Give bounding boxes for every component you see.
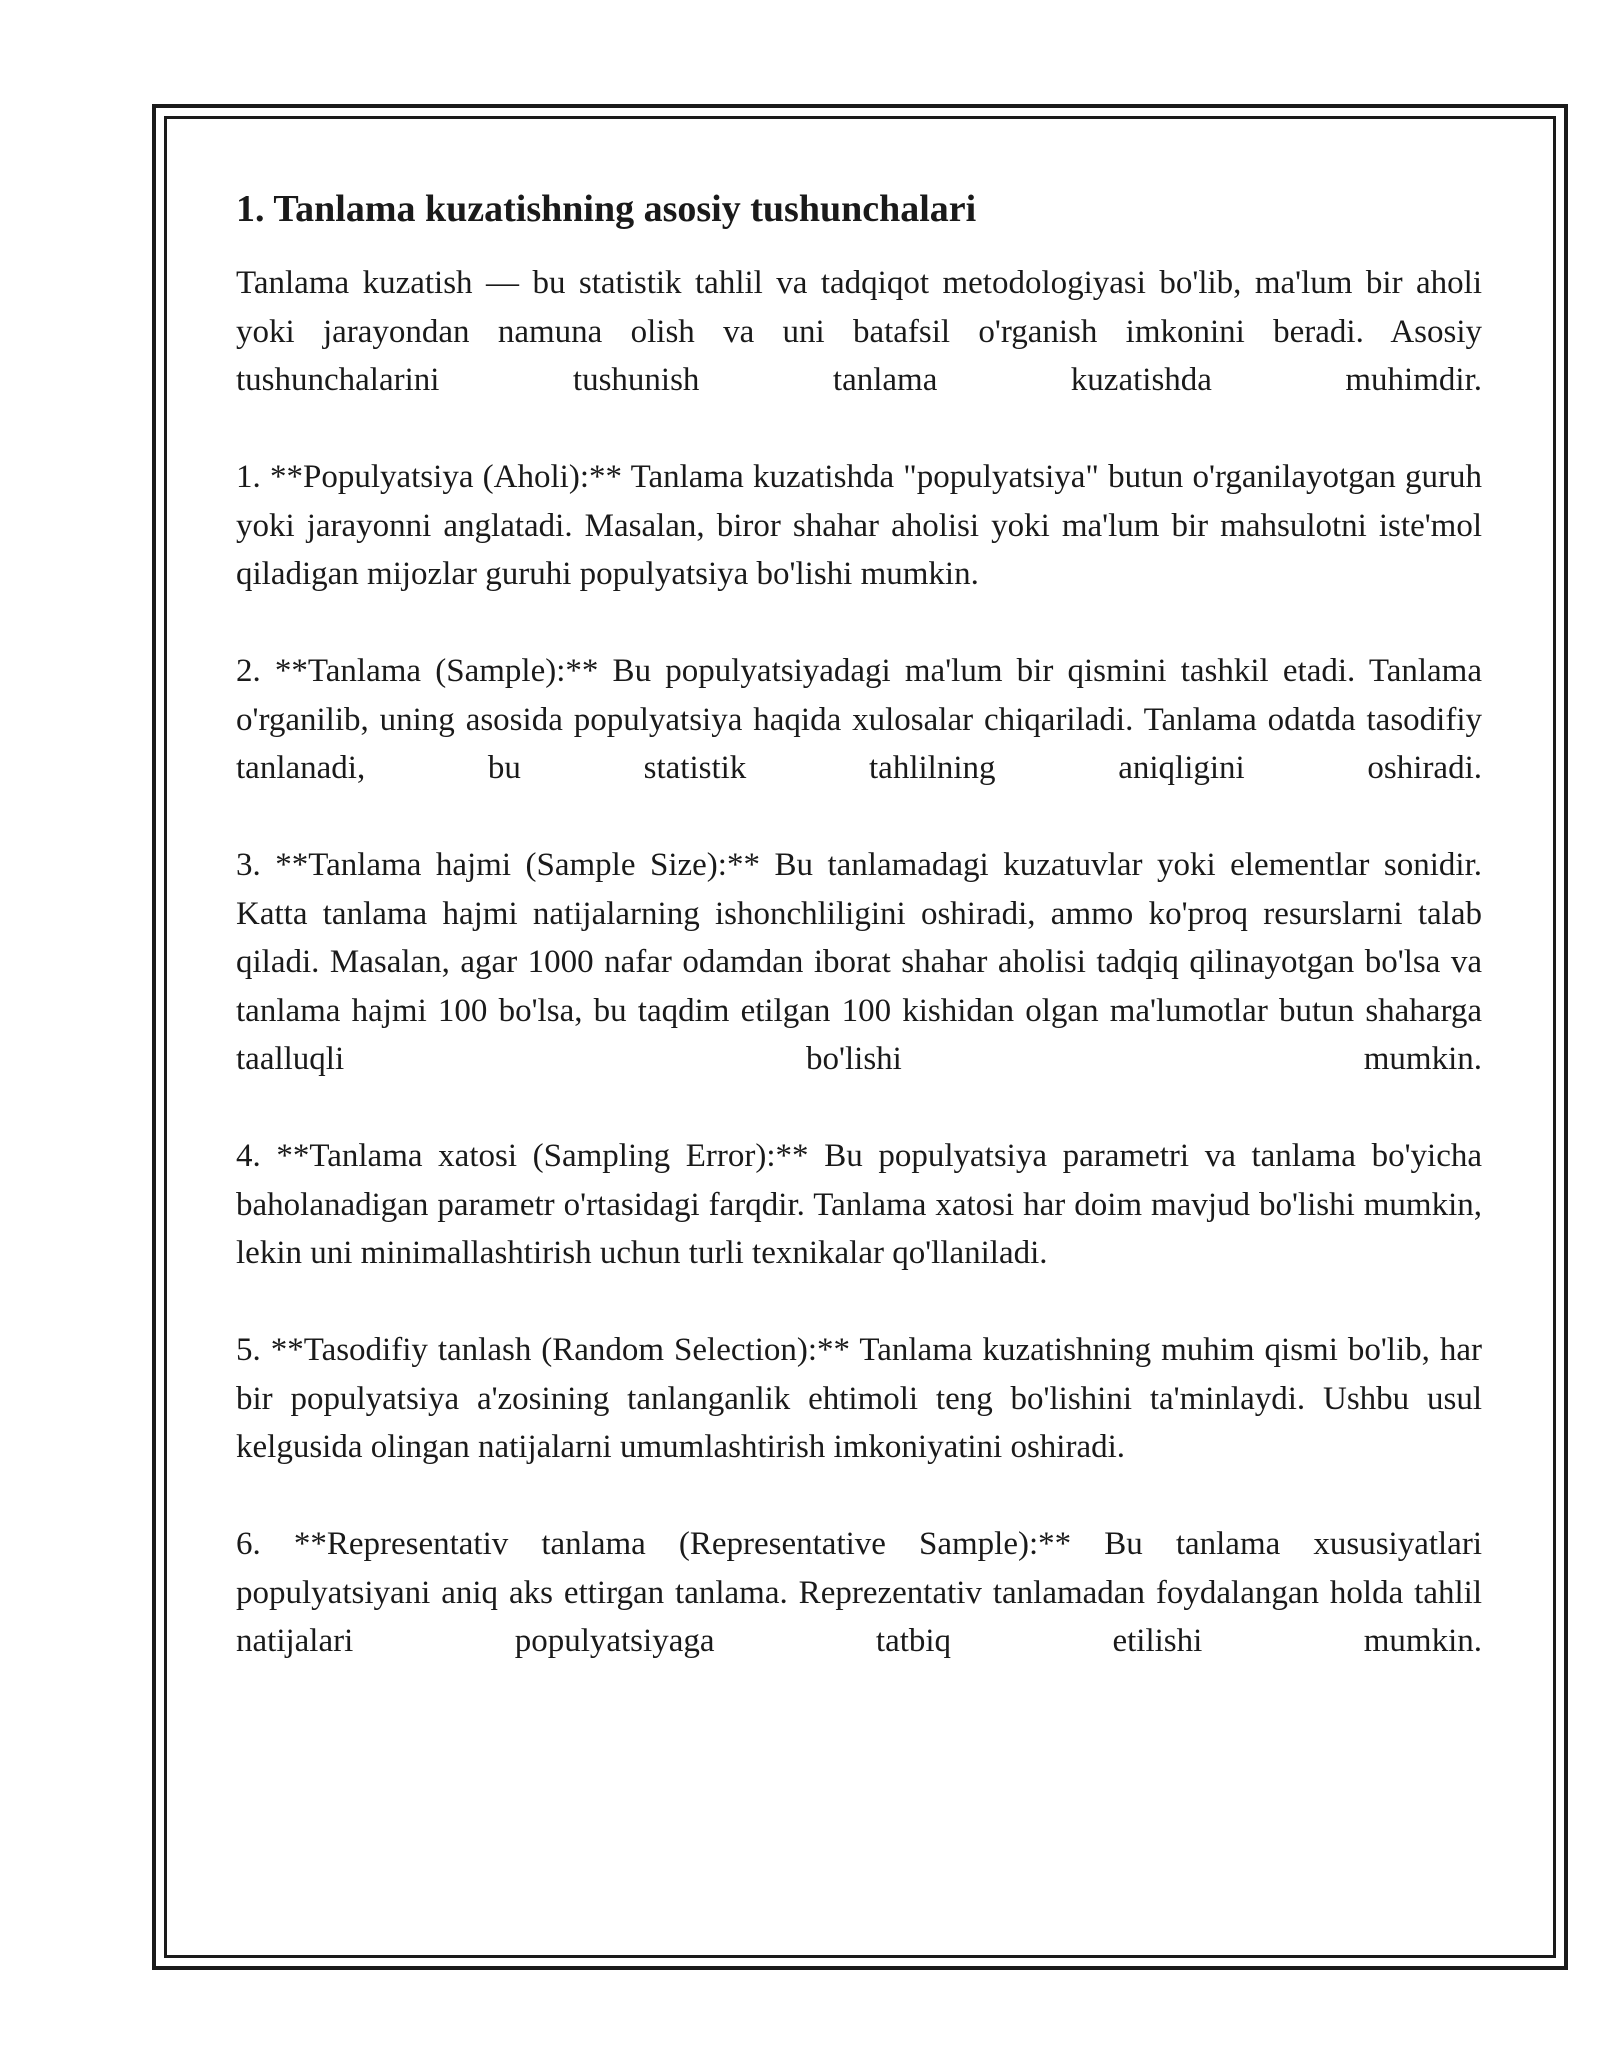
list-item-tanlama: 2. **Tanlama (Sample):** Bu populyatsiyadagi ma'lum bir qismini tashkil etadi. Tanlama o'rganilib, uning asosida populyatsiya haqida xulosalar chiqariladi. Tanlama odatda tasodifiy tanlanadi, bu statistik tahlilning aniqligini oshiradi.: [236, 653, 1482, 786]
document-body: [236, 185, 1482, 1714]
list-item-tanlama-hajmi: 3. **Tanlama hajmi (Sample Size):** Bu tanlamadagi kuzatuvlar yoki elementlar sonidir. Katta tanlama hajmi natijalarning ishonchliligini oshiradi, ammo ko'proq resurslarni talab qiladi. Masalan, agar 1000 nafar odamdan iborat shahar aholisi tadqiq qilinayotgan bo'lsa va tanlama hajmi 100 bo'lsa, bu taqdim etilgan 100 kishidan olgan ma'lumotlar butun shaharga taalluqli bo'lishi mumkin.: [236, 847, 1482, 1077]
intro-paragraph: Tanlama kuzatish — bu statistik tahlil va tadqiqot metodologiyasi bo'lib, ma'lum bir aholi yoki jarayondan namuna olish va uni batafsil o'rganish imkonini beradi. Asosiy tushunchalarini tushunish tanlama kuzatishda muhimdir.: [236, 265, 1482, 398]
list-item-tanlama-xatosi: 4. **Tanlama xatosi (Sampling Error):** Bu populyatsiya parametri va tanlama bo'yicha baholanadigan parametr o'rtasidagi farqdir. Tanlama xatosi har doim mavjud bo'lishi mumkin, lekin uni minimallashtirish uchun turli texnikalar qo'llaniladi.: [236, 1138, 1482, 1271]
list-item-tasodifiy-tanlash: 5. **Tasodifiy tanlash (Random Selection):** Tanlama kuzatishning muhim qismi bo'lib, har bir populyatsiya a'zosining tanlanganlik ehtimoli teng bo'lishini ta'minlaydi. Ushbu usul kelgusida olingan natijalarni umumlashtirish imkoniyatini oshiradi.: [236, 1332, 1482, 1465]
list-item-populyatsiya: 1. **Populyatsiya (Aholi):** Tanlama kuzatishda "populyatsiya" butun o'rganilayotgan guruh yoki jarayonni anglatadi. Masalan, biror shahar aholisi yoki ma'lum bir mahsulotni iste'mol qiladigan mijozlar guruhi populyatsiya bo'lishi mumkin.: [236, 459, 1482, 592]
section-heading: 1. Tanlama kuzatishning asosiy tushunchalari: [236, 188, 977, 230]
list-item-representativ-tanlama: 6. **Representativ tanlama (Representative Sample):** Bu tanlama xususiyatlari populyatsiyani aniq aks ettirgan tanlama. Reprezentativ tanlamadan foydalangan holda tahlil natijalari populyatsiyaga tatbiq etilishi mumkin.: [236, 1526, 1482, 1659]
